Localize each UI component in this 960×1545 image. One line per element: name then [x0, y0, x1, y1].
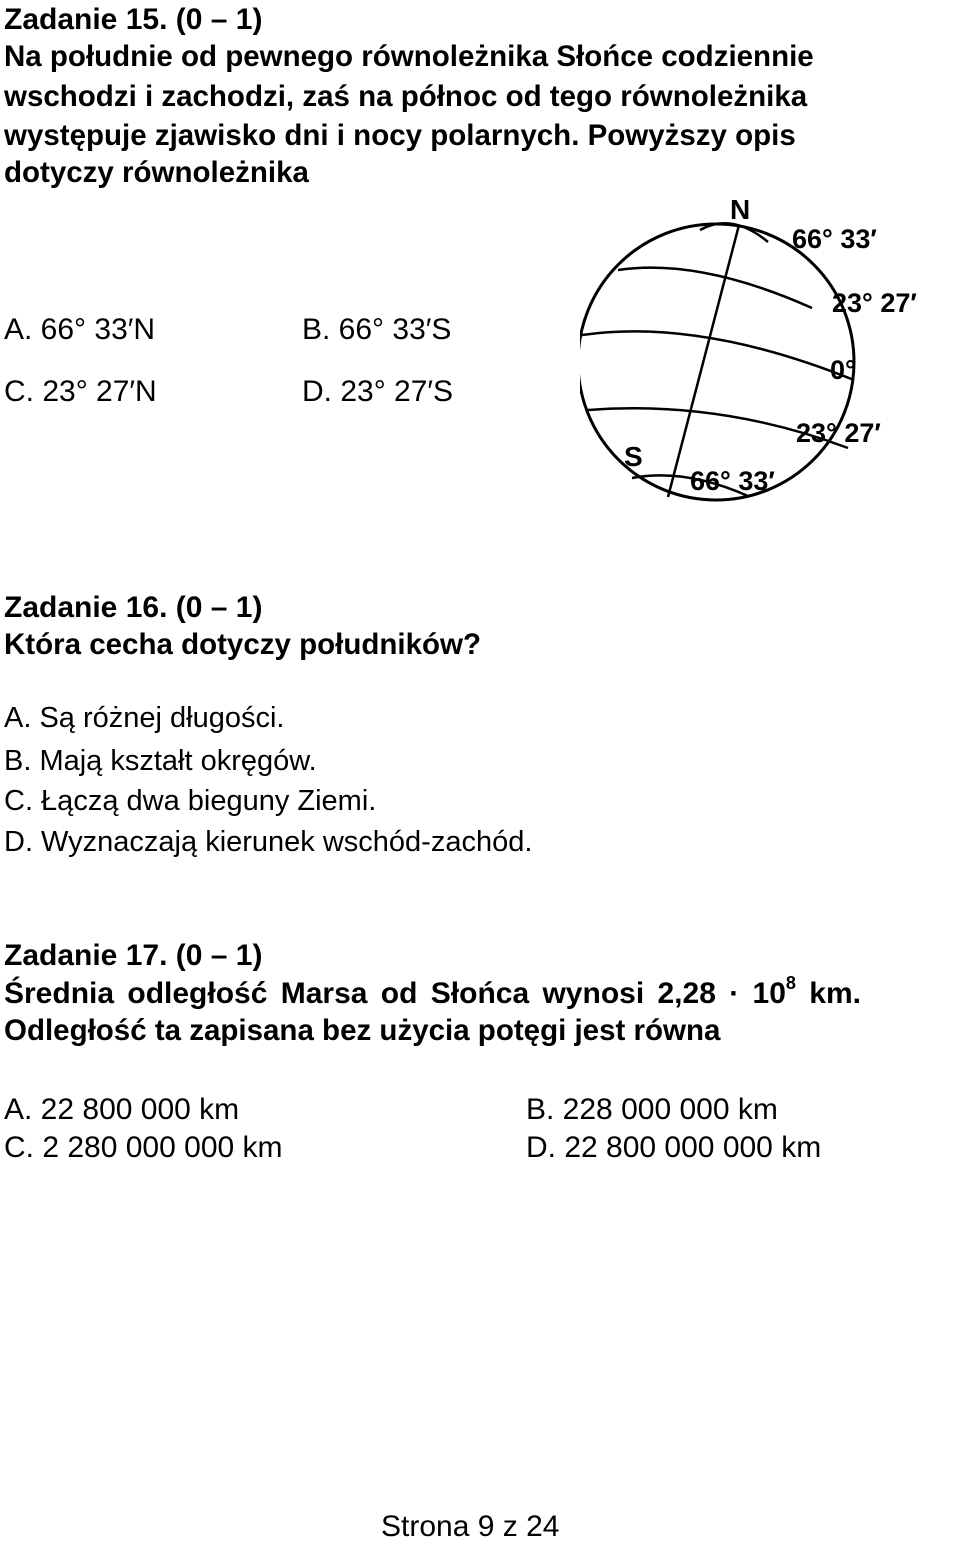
equator-label: 0°	[830, 355, 856, 385]
page-number: Strona 9 z 24	[381, 1510, 560, 1543]
globe-diagram	[580, 185, 920, 505]
task-17-text-main: Średnia odległość Marsa od Słońca wynosi 2,28 · 10	[4, 977, 786, 1010]
task-16-title: Zadanie 16. (0 – 1)	[4, 591, 263, 624]
lat-23-27-north-label: 23° 27′	[832, 288, 917, 318]
earth-axis	[668, 225, 739, 497]
globe-outline	[580, 224, 854, 500]
task-16-question: Która cecha dotyczy południków?	[4, 628, 481, 661]
task-15-text-line: dotyczy równoleżnika	[4, 156, 309, 189]
north-pole-label: N	[730, 194, 751, 225]
task-16-option-b[interactable]: B. Mają kształt okręgów.	[4, 745, 317, 777]
task-16-option-c[interactable]: C. Łączą dwa bieguny Ziemi.	[4, 785, 377, 817]
equator-line	[582, 331, 854, 380]
task-15-text-line: Na południe od pewnego równoleżnika Słońce codziennie	[4, 40, 814, 73]
task-15-option-b[interactable]: B. 66° 33′S	[302, 313, 452, 346]
task-15-option-d[interactable]: D. 23° 27′S	[302, 375, 454, 408]
task-16-option-a[interactable]: A. Są różnej długości.	[4, 702, 285, 734]
lat-66-33-south-label: 66° 33′	[690, 466, 775, 496]
tropic-of-cancer-line	[618, 268, 812, 308]
task-17-option-a[interactable]: A. 22 800 000 km	[4, 1093, 240, 1126]
task-17-title: Zadanie 17. (0 – 1)	[4, 939, 263, 972]
task-17-text-line-1	[4, 975, 861, 1016]
task-17-option-b[interactable]: B. 228 000 000 km	[526, 1093, 778, 1126]
task-16-option-d[interactable]: D. Wyznaczają kierunek wschód-zachód.	[4, 826, 533, 858]
task-15-option-c[interactable]: C. 23° 27′N	[4, 375, 157, 408]
exponent: 8	[785, 973, 796, 993]
task-15-text-line: występuje zjawisko dni i nocy polarnych. Powyższy opis	[4, 119, 796, 152]
task-15-option-a[interactable]: A. 66° 33′N	[4, 313, 156, 346]
task-15-title: Zadanie 15. (0 – 1)	[4, 3, 263, 36]
task-17-unit: km.	[795, 977, 861, 1010]
task-17-option-d[interactable]: D. 22 800 000 000 km	[526, 1131, 822, 1164]
task-17-option-c[interactable]: C. 2 280 000 000 km	[4, 1131, 283, 1164]
lat-23-27-south-label: 23° 27′	[796, 418, 881, 448]
lat-66-33-north-label: 66° 33′	[792, 224, 877, 254]
south-pole-label: S	[624, 441, 643, 472]
task-15-text-line: wschodzi i zachodzi, zaś na północ od tego równoleżnika	[4, 80, 808, 113]
task-17-text-line-2: Odległość ta zapisana bez użycia potęgi jest równa	[4, 1014, 721, 1047]
